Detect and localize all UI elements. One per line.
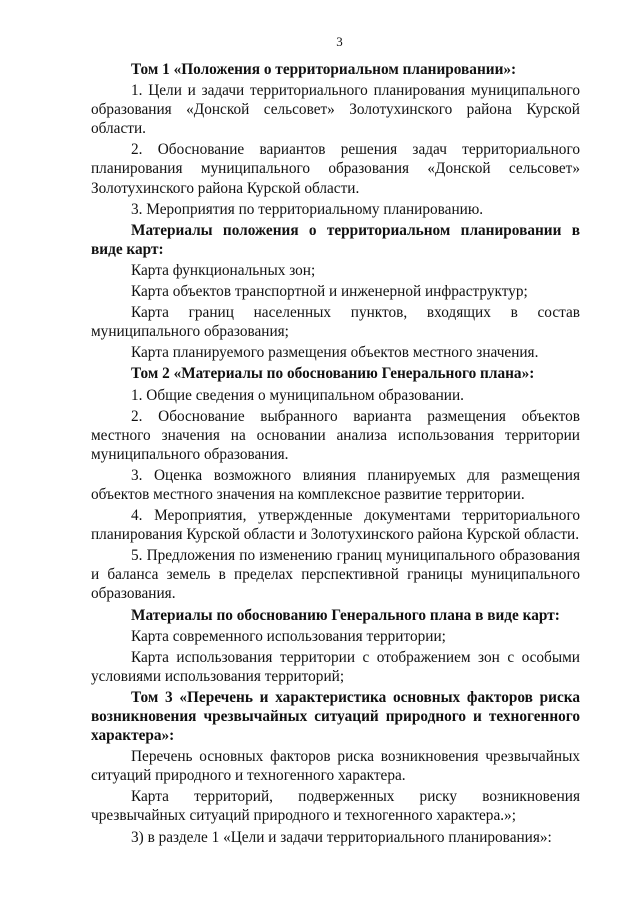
volume-1-heading: Том 1 «Положения о территориальном планировании»: — [131, 61, 517, 78]
paragraph: 2. Обоснование вариантов решения задач территориального планирования муниципального образования «Донской сельсовет» Золотухинского района Курской области. — [91, 141, 580, 197]
paragraph: 4. Мероприятия, утвержденные документами территориального планирования Курской области и Золотухинского района Курской области. — [91, 507, 580, 544]
paragraph: Карта современного использования территории; — [131, 627, 446, 645]
page-number: 3 — [336, 34, 343, 49]
volume-2-heading: Том 2 «Материалы по обоснованию Генерального плана»: — [131, 365, 535, 383]
paragraph: 1. Цели и задачи территориального планирования муниципального образования «Донской сельсовет» Золотухинского района Курской области. — [91, 82, 580, 138]
paragraph: 3. Мероприятия по территориальному планированию. — [131, 200, 484, 218]
paragraph: 2. Обоснование выбранного варианта размещения объектов местного значения на основании анализа использования территории муниципального образования. — [91, 407, 580, 463]
paragraph: 5. Предложения по изменению границ муниципального образования и баланса земель в пределах перспективной границы муниципального образования. — [91, 547, 580, 603]
maps-heading: Материалы по обоснованию Генерального плана в виде карт: — [131, 606, 560, 624]
paragraph: Перечень основных факторов риска возникновения чрезвычайных ситуаций природного и техногенного характера. — [91, 748, 580, 785]
paragraph: Карта планируемого размещения объектов местного значения. — [131, 344, 539, 362]
paragraph: 3. Оценка возможного влияния планируемых для размещения объектов местного значения на комплексное развитие территории. — [91, 466, 580, 503]
paragraph: Карта функциональных зон; — [131, 261, 316, 279]
volume-3-heading: Том 3 «Перечень и характеристика основных факторов риска возникновения чрезвычайных ситуаций природного и техногенного характера»: — [91, 688, 580, 745]
paragraph: Карта использования территории с отображением зон с особыми условиями использования территорий; — [91, 648, 580, 685]
paragraph: Карта объектов транспортной и инженерной инфраструктур; — [131, 283, 528, 301]
maps-heading: Материалы положения о территориальном планировании в виде карт: — [91, 221, 580, 258]
paragraph: Карта границ населенных пунктов, входящих в состав муниципального образования; — [91, 304, 580, 341]
paragraph: Карта территорий, подверженных риску возникновения чрезвычайных ситуаций природного и техногенного характера.»; — [91, 788, 580, 825]
paragraph: 1. Общие сведения о муниципальном образовании. — [131, 386, 464, 404]
paragraph: 3) в разделе 1 «Цели и задачи территориального планирования»: — [131, 828, 552, 846]
